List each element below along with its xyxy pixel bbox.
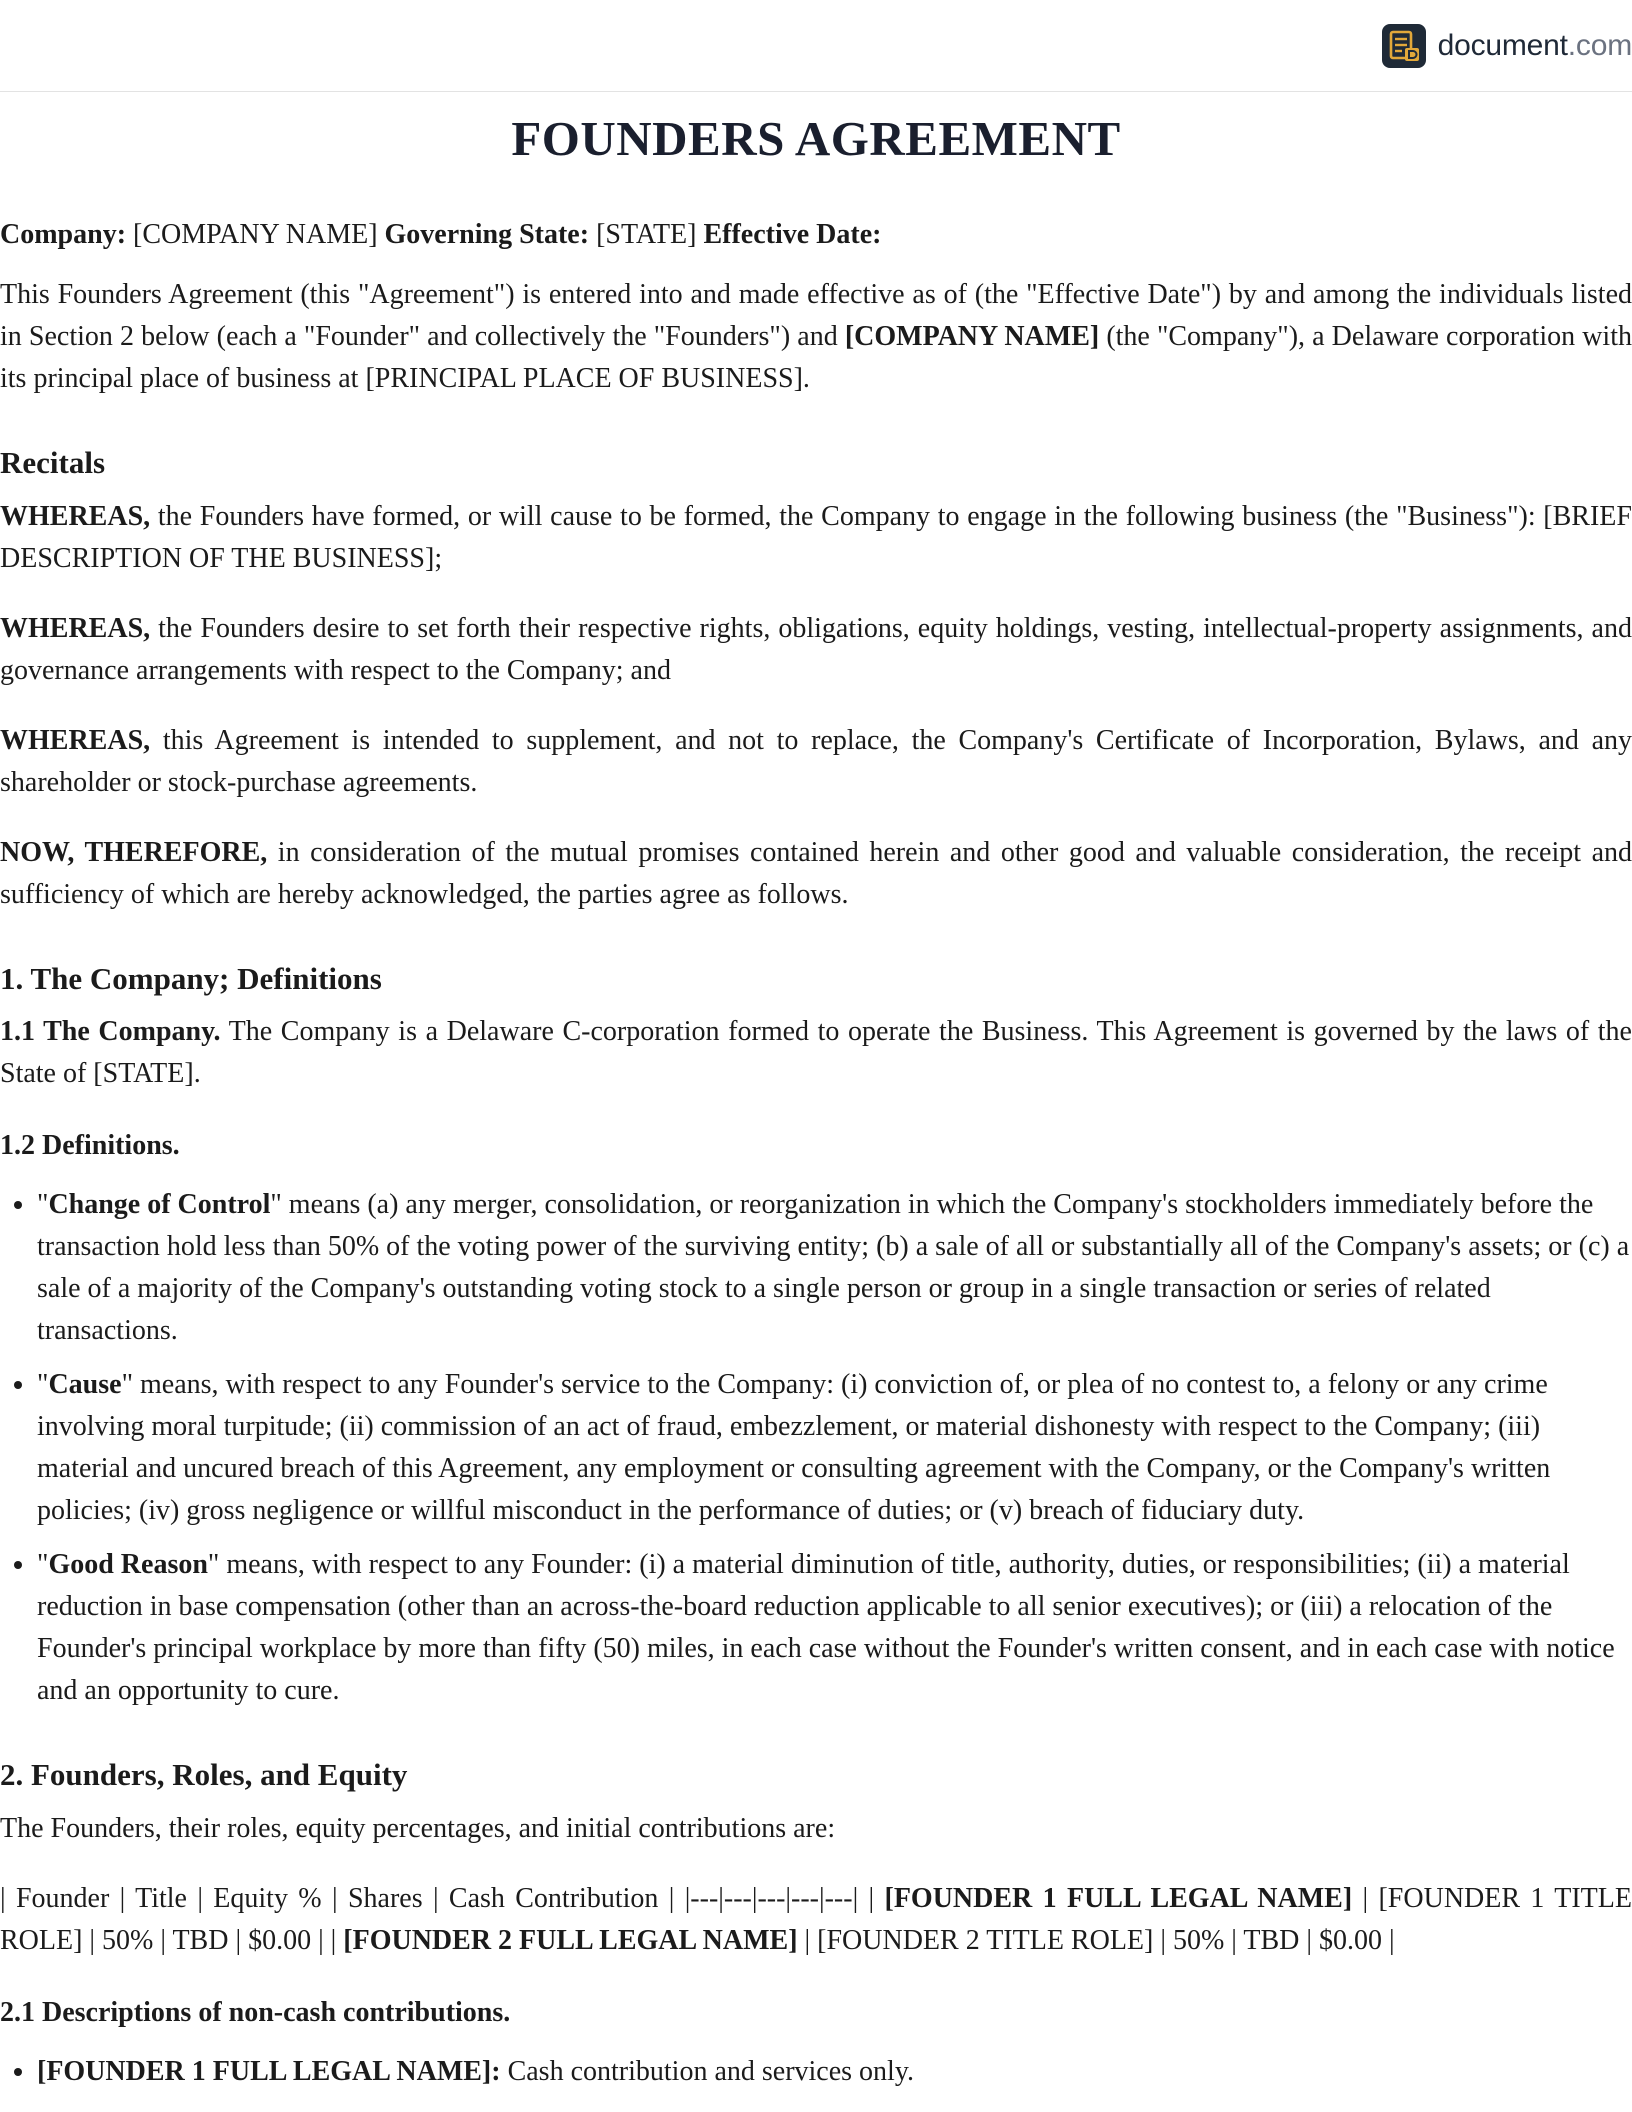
definition-term: Good Reason	[48, 1549, 208, 1581]
definition-change-of-control	[37, 1184, 1632, 1352]
contribution-text: Cash contribution and services only.	[500, 2056, 915, 2088]
agreement-meta	[0, 218, 1632, 252]
section-2-intro: The Founders, their roles, equity percentages, and initial contributions are:	[0, 1812, 836, 1844]
recital-text: in consideration of the mutual promises contained herein and other good and valuable consideration, the receipt and sufficiency of which are hereby acknowledged, the parties agree as follows.	[0, 836, 1632, 910]
recital-2	[0, 608, 1632, 692]
founders-table-text	[0, 1878, 1632, 1962]
section-2-1-heading: 2.1 Descriptions of non-cash contributions.	[0, 1996, 511, 2028]
definition-text: " means, with respect to any Founder's service to the Company: (i) conviction of, or plea of no contest to, a felony or any crime involving moral turpitude; (ii) commission of an act of fraud, embezzlement, or material dishonesty with respect to the Company; (iii) material and uncured breach of this Agreement, any employment or consulting agreement with the Company, or the Company's written policies; (iv) gross negligence or willful misconduct in the performance of duties; or (v) breach of fiduciary duty.	[37, 1369, 1551, 1527]
brand-wordmark	[1438, 29, 1632, 63]
recital-lead: WHEREAS,	[0, 724, 151, 756]
quote-mark: "	[37, 1369, 49, 1401]
effective-date-label: Effective Date:	[703, 218, 882, 250]
recital-lead: WHEREAS,	[0, 612, 151, 644]
section-1-1	[0, 1011, 1632, 1095]
founder-2-name: [FOUNDER 2 FULL LEGAL NAME]	[343, 1924, 798, 1956]
state-label: Governing State:	[384, 218, 590, 250]
intro-company-name: [COMPANY NAME]	[844, 321, 1100, 353]
intro-paragraph	[0, 274, 1632, 400]
definition-term: Change of Control	[48, 1189, 271, 1221]
definition-text: " means, with respect to any Founder: (i) a material diminution of title, authority, duties, or responsibilities; (ii) a material reduction in base compensation (other than an across-the-board reduction applicable to all senior executives); or (iii) a relocation of the Founder's principal workplace by more than fifty (50) miles, in each case without the Founder's written consent, and in each case with notice and an opportunity to cure.	[37, 1549, 1615, 1707]
definition-text: " means (a) any merger, consolidation, or reorganization in which the Company's stockholders immediately before the transaction hold less than 50% of the voting power of the surviving entity; (b) a sale of all or substantially all of the Company's assets; or (c) a sale of a majority of the Company's outstanding voting stock to a single person or group in a single transaction or series of related transactions.	[37, 1189, 1630, 1347]
definition-good-reason	[37, 1544, 1632, 1712]
recital-lead: NOW, THEREFORE,	[0, 836, 268, 868]
company-label: Company:	[0, 218, 127, 250]
recital-3	[0, 720, 1632, 804]
recitals-heading: Recitals	[0, 445, 106, 481]
document-title: FOUNDERS AGREEMENT	[511, 111, 1121, 166]
definition-term: Cause	[48, 1369, 122, 1401]
section-1-1-text: The Company is a Delaware C-corporation formed to operate the Business. This Agreement is governed by the laws of the State of [STATE].	[0, 1015, 1632, 1089]
section-2-heading: 2. Founders, Roles, and Equity	[0, 1757, 408, 1793]
brand-name: document	[1437, 29, 1568, 62]
table-text: | [FOUNDER 2 TITLE ROLE] | 50% | TBD | $0.00 |	[797, 1924, 1395, 1956]
intro-text-2: (the "Company"), a Delaware corporation with its principal place of business at [PRINCIPAL PLACE OF BUSINESS].	[0, 321, 1632, 395]
brand-logo-link[interactable]	[1382, 24, 1632, 68]
definitions-list	[0, 1184, 1632, 1712]
quote-mark: "	[37, 1189, 49, 1221]
recital-text: the Founders have formed, or will cause to be formed, the Company to engage in the following business (the "Business"): [BRIEF DESCRIPTION OF THE BUSINESS];	[0, 500, 1632, 574]
recital-text: the Founders desire to set forth their respective rights, obligations, equity holdings, vesting, intellectual-property assignments, and governance arrangements with respect to the Company; and	[0, 612, 1632, 686]
recital-text: this Agreement is intended to supplement, and not to replace, the Company's Certificate of Incorporation, Bylaws, and any shareholder or stock-purchase agreements.	[0, 724, 1632, 798]
definition-cause	[37, 1364, 1632, 1532]
brand-tld: .com	[1567, 29, 1632, 62]
contributions-list	[0, 2051, 1632, 2093]
company-value: [COMPANY NAME]	[126, 218, 385, 250]
section-1-2-heading: 1.2 Definitions.	[0, 1129, 180, 1161]
recital-1	[0, 496, 1632, 580]
recital-lead: WHEREAS,	[0, 500, 151, 532]
founder-1-name: [FOUNDER 1 FULL LEGAL NAME]	[884, 1882, 1353, 1914]
table-text: | Founder | Title | Equity % | Shares | Cash Contribution | |---|---|---|---|---| |	[0, 1882, 885, 1914]
document-body	[0, 112, 1632, 2093]
section-1-heading: 1. The Company; Definitions	[0, 960, 382, 996]
contribution-founder: [FOUNDER 1 FULL LEGAL NAME]:	[37, 2056, 501, 2088]
now-therefore-clause	[0, 832, 1632, 916]
state-value: [STATE]	[589, 218, 704, 250]
document-logo-icon	[1382, 24, 1426, 68]
table-text: | [FOUNDER 1 TITLE ROLE] | 50% | TBD | $0.00 | |	[0, 1882, 1632, 1956]
contribution-item	[37, 2051, 1632, 2093]
quote-mark: "	[37, 1549, 49, 1581]
page-header	[0, 0, 1632, 92]
intro-text-1: This Founders Agreement (this "Agreement") is entered into and made effective as of (the "Effective Date") by and among the individuals listed in Section 2 below (each a "Founder" and collectively the "Founders") and	[0, 279, 1632, 353]
section-1-1-lead: 1.1 The Company.	[0, 1015, 221, 1047]
